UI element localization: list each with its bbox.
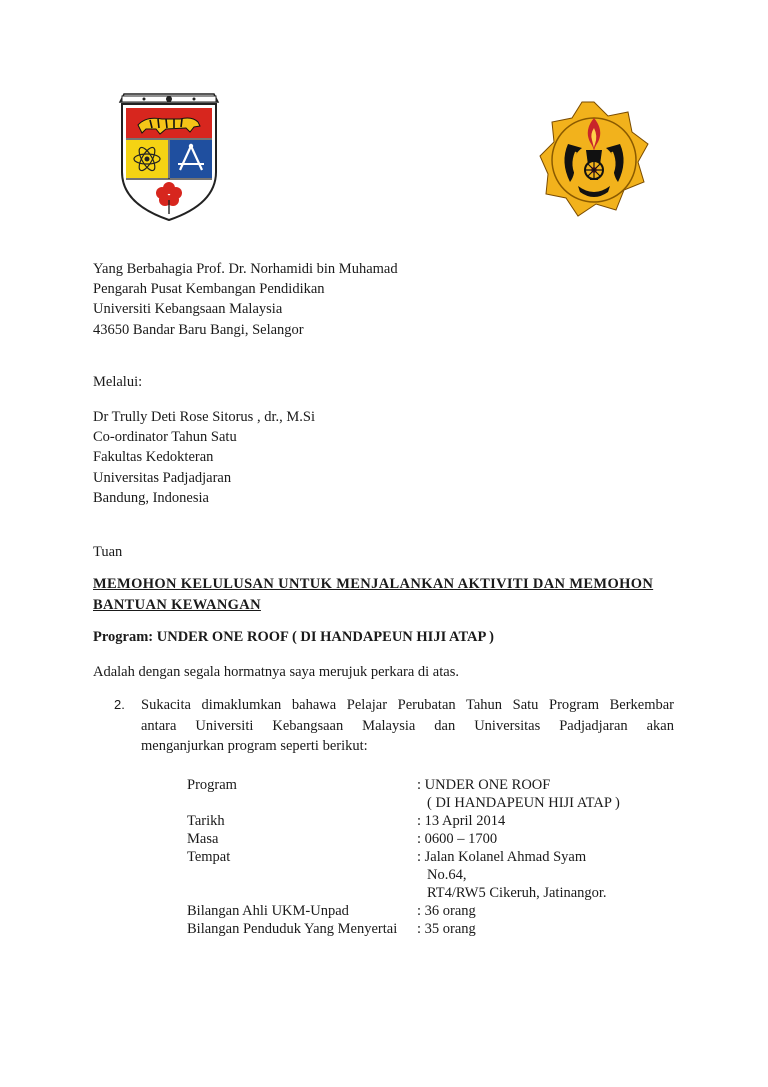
paragraph-line: Sukacita dimaklumkan bahawa Pelajar Perubatan Tahun Satu Program Berkembar xyxy=(141,697,674,713)
details-value-continued: RT4/RW5 Cikeruh, Jatinangor. xyxy=(427,885,607,901)
unpad-logo xyxy=(538,100,650,218)
details-value: : 0600 – 1700 xyxy=(417,831,498,847)
paragraph-line: menganjurkan program seperti berikut: xyxy=(141,738,368,754)
program-heading: Program: UNDER ONE ROOF ( DI HANDAPEUN HIJI ATAP ) xyxy=(93,629,495,645)
recipient-address xyxy=(93,259,398,340)
via-line: Dr Trully Deti Rose Sitorus , dr., M.Si xyxy=(93,409,315,425)
via-line: Co-ordinator Tahun Satu xyxy=(93,429,237,446)
via-address xyxy=(93,407,315,508)
program-details-table xyxy=(187,776,657,938)
details-label: Masa xyxy=(187,831,219,847)
subject-text: MEMOHON KELULUSAN UNTUK MENJALANKAN AKTIVITI DAN MEMOHON BANTUAN KEWANGAN xyxy=(93,576,654,613)
details-label: Tempat xyxy=(187,849,231,865)
details-label: Program xyxy=(187,777,237,793)
paragraph-text xyxy=(141,695,674,757)
details-row xyxy=(187,902,657,920)
via-label: Melalui: xyxy=(93,374,143,390)
salutation: Tuan xyxy=(93,544,123,560)
details-row xyxy=(187,794,657,812)
details-row xyxy=(187,848,657,866)
via-line: Fakultas Kedokteran xyxy=(93,449,214,466)
details-label: Tarikh xyxy=(187,813,225,829)
details-value-continued: No.64, xyxy=(427,867,467,883)
recipient-line: Pengarah Pusat Kembangan Pendidikan xyxy=(93,281,325,298)
recipient-line: Universiti Kebangsaan Malaysia xyxy=(93,301,283,318)
paragraph-number: 2. xyxy=(114,697,125,712)
details-value: : 35 orang xyxy=(417,921,476,937)
details-label: Bilangan Penduduk Yang Menyertai xyxy=(187,921,398,937)
details-value-continued: ( DI HANDAPEUN HIJI ATAP ) xyxy=(427,795,620,811)
details-row xyxy=(187,830,657,848)
details-row xyxy=(187,920,657,938)
details-value: : 13 April 2014 xyxy=(417,813,506,829)
details-row xyxy=(187,884,657,902)
via-line: Bandung, Indonesia xyxy=(93,489,209,506)
via-line: Universitas Padjadjaran xyxy=(93,469,232,486)
details-label: Bilangan Ahli UKM-Unpad xyxy=(187,903,349,919)
recipient-line: Yang Berbahagia Prof. Dr. Norhamidi bin Muhamad xyxy=(93,261,398,277)
details-row xyxy=(187,866,657,884)
details-value: : UNDER ONE ROOF xyxy=(417,777,551,793)
ukm-crest-logo xyxy=(114,92,224,222)
details-value: : Jalan Kolanel Ahmad Syam xyxy=(417,849,587,865)
details-row xyxy=(187,776,657,794)
subject-heading xyxy=(93,574,676,616)
paragraph-line: antara Universiti Kebangsaan Malaysia dan Universitas Padjadjaran akan xyxy=(141,717,674,734)
details-value: : 36 orang xyxy=(417,903,476,919)
intro-sentence: Adalah dengan segala hormatnya saya merujuk perkara di atas. xyxy=(93,664,459,680)
recipient-line: 43650 Bandar Baru Bangi, Selangor xyxy=(93,321,304,338)
details-row xyxy=(187,812,657,830)
